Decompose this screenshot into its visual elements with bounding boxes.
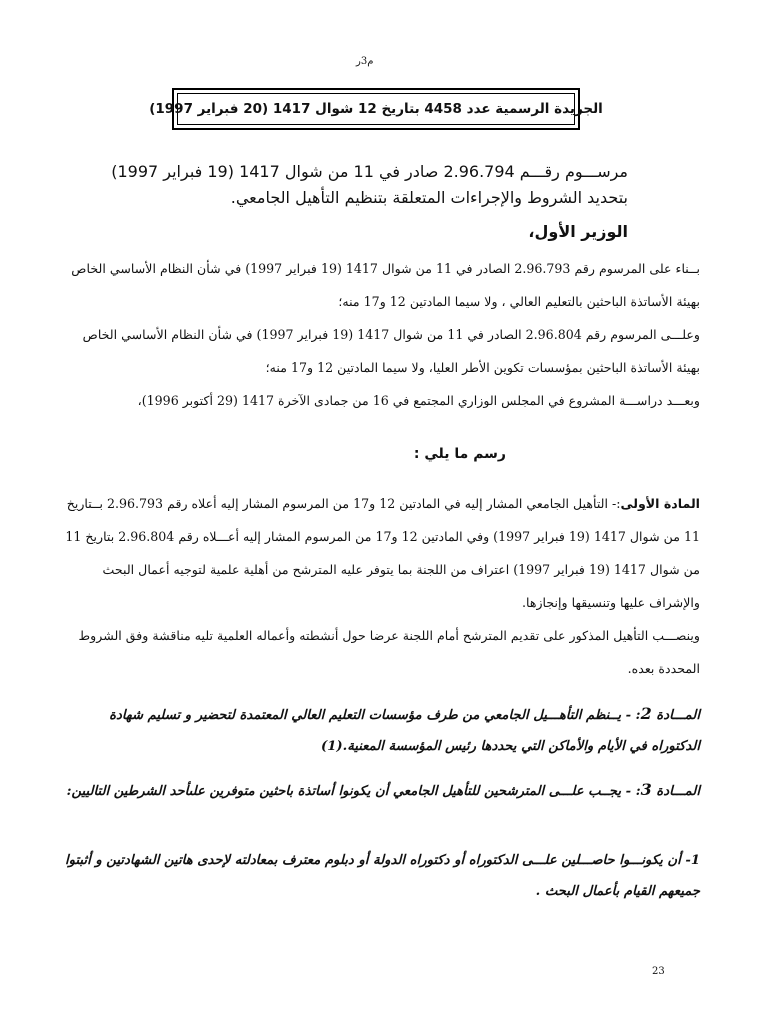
article-2-text: : - يــنظم التأهـــيل الجامعي من طرف مؤسسات التعليم العالي المعتمدة لتحضير و تسليم شهادة الدكتوراه في الأيام والأماكن التي يحددها رئيس المؤسسة المعنية.(1) <box>109 708 700 754</box>
article-2 <box>64 698 700 762</box>
page-number: 23 <box>652 966 665 977</box>
decree-title-line-1: مرســـوم رقـــم 2.96.794 صادر في 11 من شوال 1417 (19 فبراير 1997) <box>111 162 628 181</box>
article-1-text: :- التأهيل الجامعي المشار إليه في المادتين 12 و17 من المرسوم المشار إليه أعلاه رقم 2.96.793 بــتاريخ 11 من شوال 1417 (19 فبراير 1997) وفي المادتين 12 و17 من المرسوم المشار إليه أعـــلاه رقم 2.96.804 بتاريخ 11 من شوال 1417 (19 فبراير 1997) اعتراف من اللجنة بما يتوفر عليه المترشح من أهلية علمية لتوجيه أعمال البحث والإشراف عليها وتنسيقها وإنجازها. <box>65 496 700 610</box>
minister-heading: الوزير الأول، <box>528 222 628 241</box>
article-3-item-1: 1- أن يكونـــوا حاصـــلين علـــى الدكتوراه أو دكتوراه الدولة أو دبلوم معترف بمعادلته لإحدى هاتين الشهادتين و أثبتوا جميعهم القيام بأعمال البحث . <box>64 853 700 899</box>
page-mark: م3ر <box>356 56 374 67</box>
preamble-paragraph-3: وبعـــد دراســـة المشروع في المجلس الوزاري المجتمع في 16 من جمادى الآخرة 1417 (29 أكتوبر 1996)، <box>137 393 700 408</box>
article-1-label: المادة الأولى <box>620 496 700 511</box>
gazette-header-box <box>149 88 603 130</box>
article-1-continuation: وينصـــب التأهيل المذكور على تقديم المترشح أمام اللجنة عرضا حول أنشطته وأعماله العلمية تليه مناقشة وفق الشروط المحددة بعده. <box>78 628 700 676</box>
article-3-number: 3 <box>640 780 652 799</box>
article-2-label: المـــادة <box>656 708 700 723</box>
decree-title-line-2: بتحديد الشروط والإجراءات المتعلقة بتنظيم التأهيل الجامعي. <box>230 188 628 207</box>
article-3 <box>64 774 700 807</box>
article-1 <box>64 487 700 619</box>
article-3-label: المـــادة <box>656 784 700 799</box>
decree-heading: رسم ما يلي : <box>413 446 506 462</box>
gazette-header-text: الجريدة الرسمية عدد 4458 بتاريخ 12 شوال 1417 (20 فبراير 1997) <box>177 93 575 125</box>
preamble-paragraph-1: بــناء على المرسوم رقم 2.96.793 الصادر في 11 من شوال 1417 (19 فبراير 1997) في شأن النظام الأساسي الخاص بهيئة الأساتذة الباحثين بالتعليم العالي ، ولا سيما المادتين 12 و17 منه؛ <box>71 261 700 309</box>
article-3-text: : - يجــب علـــى المترشحين للتأهيل الجامعي أن يكونوا أساتذة باحثين متوفرين علىأحد الشرطين التاليين: <box>66 784 641 799</box>
preamble-paragraph-2: وعلـــى المرسوم رقم 2.96.804 الصادر في 11 من شوال 1417 (19 فبراير 1997) في شأن النظام الأساسي الخاص بهيئة الأساتذة الباحثين بمؤسسات تكوين الأطر العليا، ولا سيما المادتين 12 و17 منه؛ <box>82 327 700 375</box>
article-2-number: 2 <box>640 704 652 723</box>
